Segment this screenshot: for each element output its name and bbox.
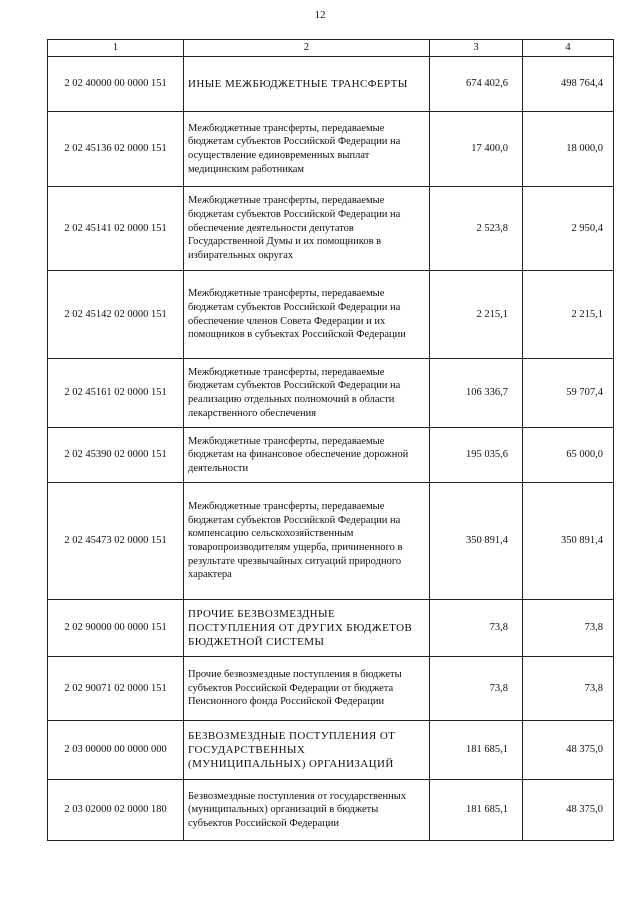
budget-code-cell: 2 03 00000 00 0000 000 [48,721,184,780]
table-row [48,112,614,187]
item-name-cell: Прочие безвозмездные поступления в бюджеты субъектов Российской Федерации от бюджета Пенсионного фонда Российской Федерации [184,657,430,721]
value-col3-cell: 2 523,8 [430,187,523,271]
table-row [48,359,614,428]
value-col3-cell: 195 035,6 [430,428,523,483]
value-col4-cell: 18 000,0 [523,112,614,187]
value-col3-cell: 73,8 [430,600,523,657]
value-col3-cell: 350 891,4 [430,483,523,600]
value-col4-cell: 498 764,4 [523,57,614,112]
value-col4-cell: 73,8 [523,600,614,657]
item-name-cell: БЕЗВОЗМЕЗДНЫЕ ПОСТУПЛЕНИЯ ОТ ГОСУДАРСТВЕННЫХ (МУНИЦИПАЛЬНЫХ) ОРГАНИЗАЦИЙ [184,721,430,780]
budget-code-cell: 2 03 02000 02 0000 180 [48,780,184,841]
budget-table [47,39,614,841]
value-col4-cell: 59 707,4 [523,359,614,428]
item-name-cell: ИНЫЕ МЕЖБЮДЖЕТНЫЕ ТРАНСФЕРТЫ [184,57,430,112]
value-col3-cell: 674 402,6 [430,57,523,112]
value-col3-cell: 17 400,0 [430,112,523,187]
value-col4-cell: 73,8 [523,657,614,721]
value-col4-cell: 2 215,1 [523,271,614,359]
value-col3-cell: 2 215,1 [430,271,523,359]
value-col3-cell: 181 685,1 [430,721,523,780]
table-row [48,57,614,112]
budget-code-cell: 2 02 45161 02 0000 151 [48,359,184,428]
item-name-cell: ПРОЧИЕ БЕЗВОЗМЕЗДНЫЕ ПОСТУПЛЕНИЯ ОТ ДРУГИХ БЮДЖЕТОВ БЮДЖЕТНОЙ СИСТЕМЫ [184,600,430,657]
value-col3-cell: 181 685,1 [430,780,523,841]
value-col4-cell: 48 375,0 [523,780,614,841]
value-col3-cell: 73,8 [430,657,523,721]
value-col4-cell: 2 950,4 [523,187,614,271]
table-row [48,483,614,600]
table-row [48,271,614,359]
item-name-cell: Межбюджетные трансферты, передаваемые бюджетам субъектов Российской Федерации на осуществление единовременных выплат медицинским работникам [184,112,430,187]
value-col4-cell: 350 891,4 [523,483,614,600]
budget-code-cell: 2 02 90000 00 0000 151 [48,600,184,657]
budget-code-cell: 2 02 45473 02 0000 151 [48,483,184,600]
budget-code-cell: 2 02 90071 02 0000 151 [48,657,184,721]
item-name-cell: Межбюджетные трансферты, передаваемые бюджетам субъектов Российской Федерации на реализацию отдельных полномочий в области лекарственного обеспечения [184,359,430,428]
item-name-cell: Межбюджетные трансферты, передаваемые бюджетам субъектов Российской Федерации на компенсацию сельскохозяйственным товаропроизводителям ущерба, причиненного в результате чрезвычайных ситуаций природного характера [184,483,430,600]
item-name-cell: Межбюджетные трансферты, передаваемые бюджетам на финансовое обеспечение дорожной деятельности [184,428,430,483]
budget-code-cell: 2 02 45142 02 0000 151 [48,271,184,359]
item-name-cell: Межбюджетные трансферты, передаваемые бюджетам субъектов Российской Федерации на обеспечение деятельности депутатов Государственной Думы и их помощников в избирательных округах [184,187,430,271]
column-header: 3 [430,40,523,57]
item-name-cell: Безвозмездные поступления от государственных (муниципальных) организаций в бюджеты субъектов Российской Федерации [184,780,430,841]
page-number: 12 [314,9,326,21]
column-header: 1 [48,40,184,57]
value-col3-cell: 106 336,7 [430,359,523,428]
table-header-row [48,40,614,57]
value-col4-cell: 48 375,0 [523,721,614,780]
budget-code-cell: 2 02 40000 00 0000 151 [48,57,184,112]
table-row [48,657,614,721]
table-row [48,600,614,657]
column-header: 2 [184,40,430,57]
budget-code-cell: 2 02 45136 02 0000 151 [48,112,184,187]
table-row [48,187,614,271]
table-row [48,780,614,841]
table-row [48,721,614,780]
budget-code-cell: 2 02 45390 02 0000 151 [48,428,184,483]
budget-code-cell: 2 02 45141 02 0000 151 [48,187,184,271]
column-header: 4 [523,40,614,57]
table-row [48,428,614,483]
item-name-cell: Межбюджетные трансферты, передаваемые бюджетам субъектов Российской Федерации на обеспечение членов Совета Федерации и их помощников в субъектах Российской Федерации [184,271,430,359]
value-col4-cell: 65 000,0 [523,428,614,483]
